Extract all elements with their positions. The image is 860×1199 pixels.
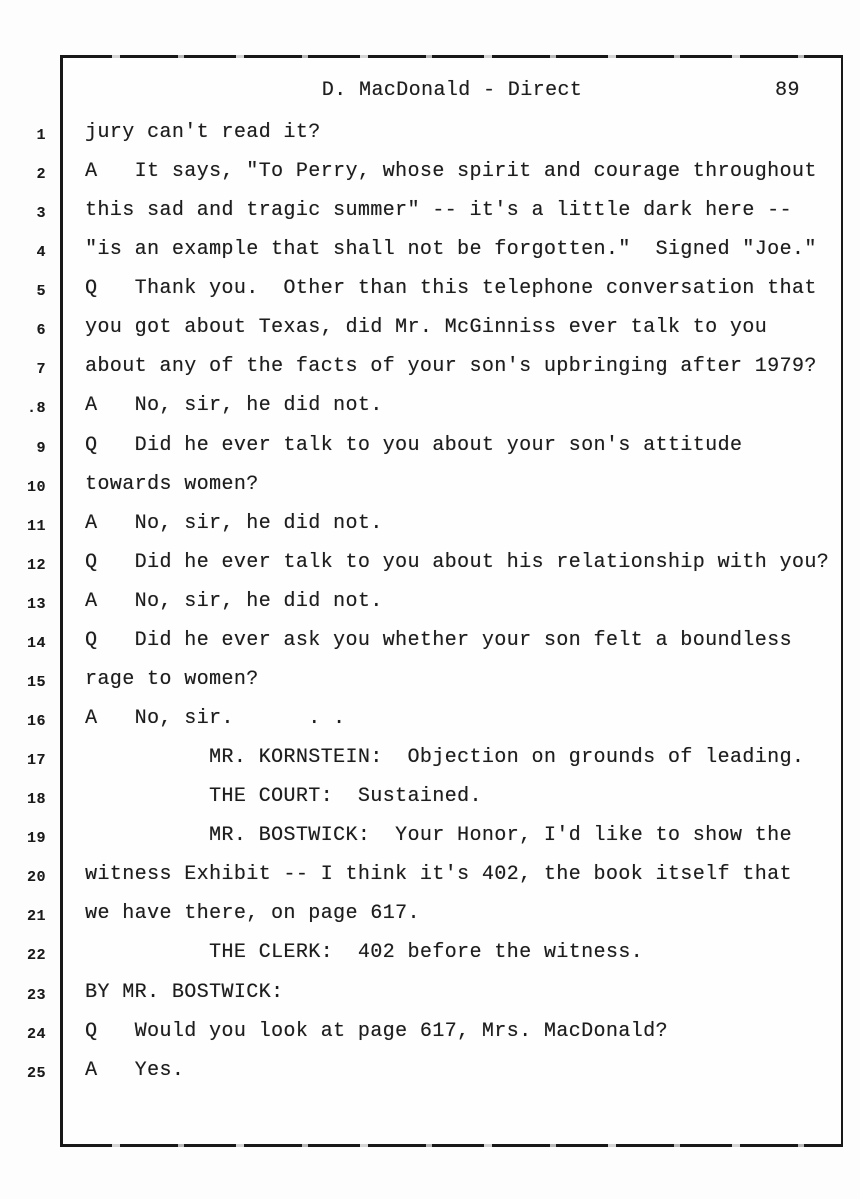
header-title: D. MacDonald - Direct [321,79,583,102]
line-number: 1 [36,127,46,144]
transcript-line [0,746,860,772]
transcript-line [0,473,860,499]
line-number: 15 [26,673,46,691]
line-text: A No, sir, he did not. [85,589,383,613]
transcript-line [0,238,860,264]
transcript-line [0,590,860,616]
line-text: this sad and tragic summer" -- it's a little dark here -- [85,199,792,223]
line-text: Q Would you look at page 617, Mrs. MacDonald? [85,1019,668,1043]
line-text: THE CLERK: 402 before the witness. [85,941,644,965]
transcript-line [0,668,860,694]
line-number: 5 [36,283,46,301]
line-text: witness Exhibit -- I think it's 402, the book itself that [85,863,792,887]
page-number: 89 [775,79,800,102]
transcript-line [0,199,860,225]
transcript-line [0,551,860,577]
transcript-line [0,1020,860,1046]
line-number: 23 [26,986,46,1004]
line-text: "is an example that shall not be forgotten." Signed "Joe." [85,238,817,262]
line-text: jury can't read it? [85,121,321,144]
line-text: A No, sir, he did not. [85,511,383,535]
line-number: 2 [36,166,46,184]
transcript-line [0,121,860,147]
transcript-line [0,394,860,420]
transcript-line [0,902,860,928]
line-text: Q Thank you. Other than this telephone conversation that [85,277,817,301]
transcript-line [0,512,860,538]
line-number: .8 [26,400,46,418]
line-text: A No, sir, he did not. [85,394,383,418]
line-text: about any of the facts of your son's upbringing after 1979? [85,355,817,379]
line-number: 11 [26,517,46,535]
line-text: A Yes. [85,1058,185,1082]
line-number: 16 [26,713,46,731]
line-text: A It says, "To Perry, whose spirit and courage throughout [85,160,817,184]
line-text: Q Did he ever ask you whether your son felt a boundless [85,628,792,652]
transcript-line [0,160,860,186]
line-number: 4 [36,244,46,262]
line-text: towards women? [85,472,259,496]
line-text: Q Did he ever talk to you about your son's attitude [85,433,743,457]
line-number: 6 [36,322,46,340]
line-number: 18 [26,791,46,809]
transcript-line [0,434,860,460]
line-number: 17 [26,752,46,770]
line-number: 19 [26,830,46,848]
line-number: 13 [26,595,46,613]
transcript-line [0,785,860,811]
line-number: 3 [36,205,46,223]
line-number: 9 [36,439,46,457]
line-text: THE COURT: Sustained. [85,785,482,809]
line-text: you got about Texas, did Mr. McGinniss ever talk to you [85,316,768,340]
line-number: 20 [26,869,46,887]
line-number: 24 [26,1025,46,1043]
transcript-line [0,824,860,850]
transcript-line [0,707,860,733]
line-number: 14 [26,634,46,652]
line-text: MR. BOSTWICK: Your Honor, I'd like to show the [85,824,792,848]
line-number: 12 [26,556,46,574]
transcript-line [0,355,860,381]
transcript-line [0,629,860,655]
line-text: Q Did he ever talk to you about his relationship with you? [85,550,830,574]
line-number: 7 [36,361,46,379]
transcript-line [0,941,860,967]
line-number: 25 [26,1064,46,1082]
line-text: BY MR. BOSTWICK: [85,980,284,1004]
transcript-line [0,863,860,889]
line-number: 22 [26,947,46,965]
line-text: rage to women? [85,667,259,691]
line-number: 21 [26,908,46,926]
transcript-line [0,316,860,342]
transcript-line [0,1059,860,1085]
transcript-line [0,981,860,1007]
transcript-line [0,277,860,303]
line-text: MR. KORNSTEIN: Objection on grounds of leading. [85,746,805,770]
line-number: 10 [26,478,46,496]
line-text: A No, sir. . . [85,707,346,731]
line-text: we have there, on page 617. [85,902,420,926]
